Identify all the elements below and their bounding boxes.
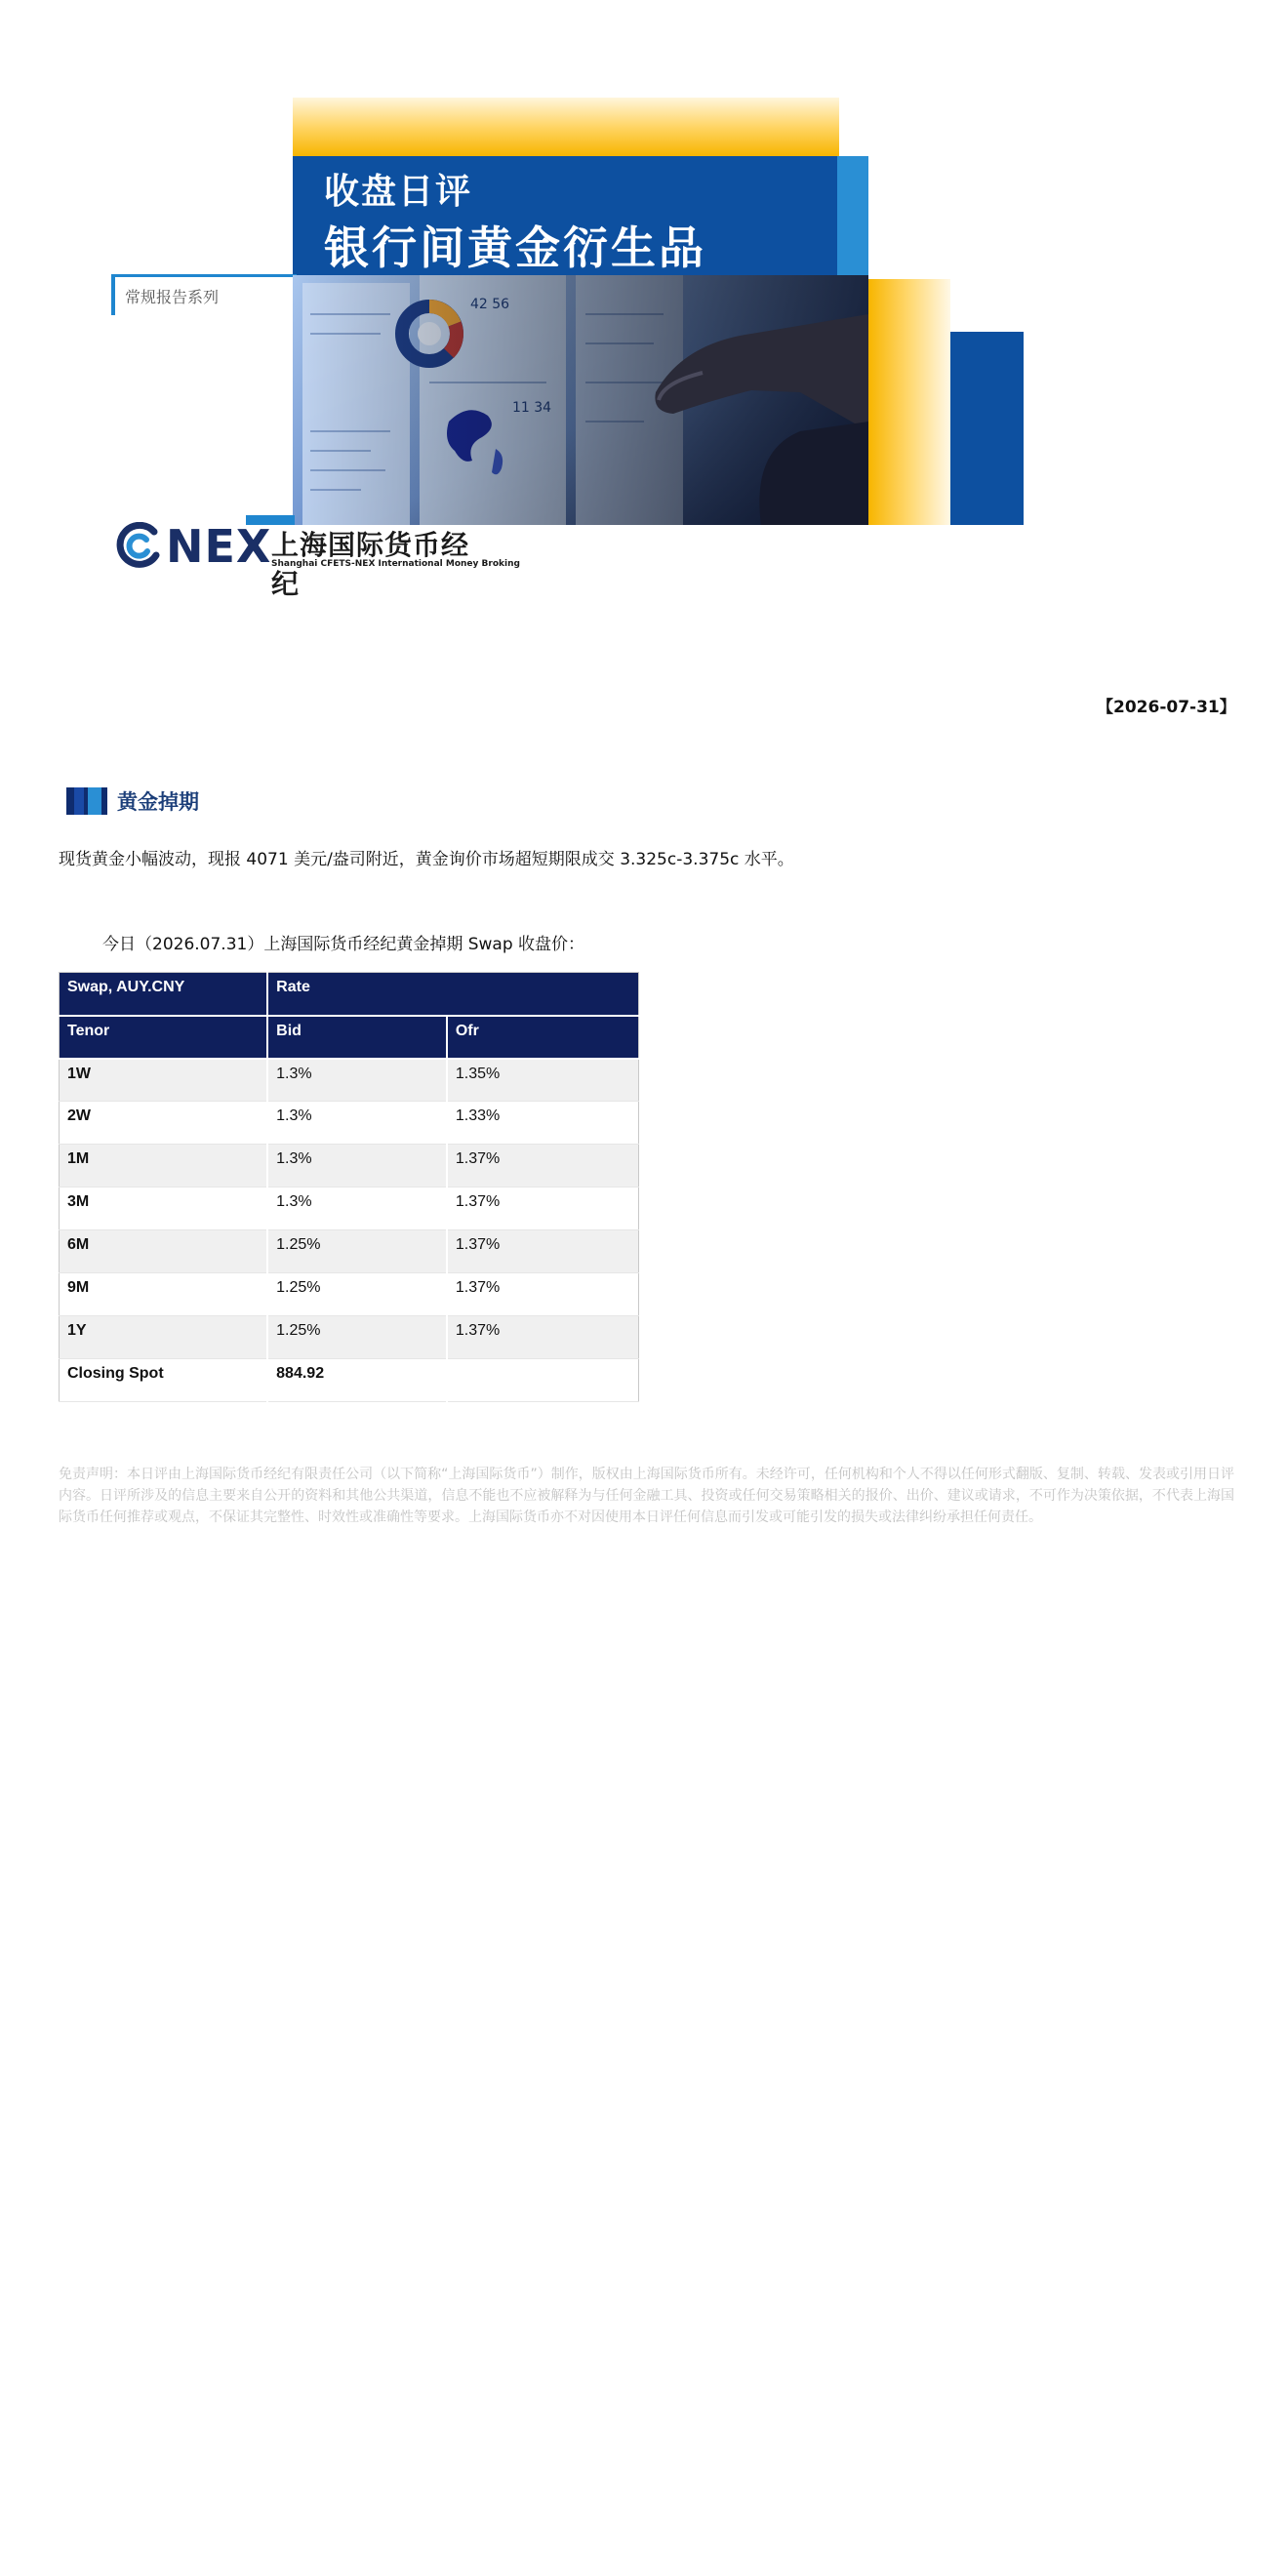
table-row bbox=[60, 1187, 639, 1230]
cell-tenor: 1W bbox=[60, 1059, 268, 1102]
cell-tenor: 6M bbox=[60, 1230, 268, 1273]
closing-spot-row bbox=[60, 1359, 639, 1402]
cell-ofr: 1.37% bbox=[447, 1273, 639, 1316]
cell-tenor: 9M bbox=[60, 1273, 268, 1316]
series-rule bbox=[111, 274, 297, 277]
cell-tenor: 1Y bbox=[60, 1316, 268, 1359]
cover-photo bbox=[293, 275, 868, 525]
cell-bid: 1.25% bbox=[267, 1230, 447, 1273]
nex-swirl-icon bbox=[115, 522, 162, 569]
table-row bbox=[60, 1145, 639, 1187]
cell-bid: 1.3% bbox=[267, 1102, 447, 1145]
cell-bid: 1.3% bbox=[267, 1059, 447, 1102]
cover-blue-side-band bbox=[950, 332, 1024, 525]
header-rate: Rate bbox=[267, 973, 638, 1016]
swap-closing-table bbox=[59, 972, 639, 1402]
cell-tenor: 3M bbox=[60, 1187, 268, 1230]
cell-bid: 1.25% bbox=[267, 1316, 447, 1359]
table-subheader-row bbox=[60, 1016, 639, 1059]
section-title: 黄金掉期 bbox=[117, 790, 199, 814]
report-type-title: 收盘日评 bbox=[324, 172, 473, 212]
report-date: 【2026-07-31】 bbox=[1097, 698, 1236, 717]
disclaimer-text: 免责声明：本日评由上海国际货币经纪有限责任公司（以下简称“上海国际货币”）制作，版权由上海国际货币所有。未经许可，任何机构和个人不得以任何形式翻版、复制、转载、发表或引用日评内容。日评所涉及的信息主要来自公开的资料和其他公共渠道，信息不能也不应被解释为与任何金融工具、投资或任何交易策略相关的报价、出价、建议或请求，不可作为决策依据，不代表上海国际货币任何推荐或观点，不保证其完整性、时效性或准确性等要求。上海国际货币亦不对因使用本日评任何信息而引发或可能引发的损失或法律纠纷承担任何责任。 bbox=[59, 1467, 1234, 1525]
section-bar-icon bbox=[66, 787, 107, 815]
cell-tenor: 2W bbox=[60, 1102, 268, 1145]
logo-name-cn: 上海国际货币经纪 bbox=[271, 529, 470, 600]
table-intro: 今日（2026.07.31）上海国际货币经纪黄金掉期 Swap 收盘价： bbox=[102, 935, 585, 954]
tablet-dashboard-image bbox=[293, 275, 868, 525]
logo-name-en: Shanghai CFETS-NEX International Money Broking bbox=[271, 559, 520, 569]
cover-yellow-side-band bbox=[868, 279, 950, 525]
logo-brand: NEX bbox=[166, 520, 272, 573]
series-label: 常规报告系列 bbox=[125, 288, 220, 306]
closing-spot-empty bbox=[447, 1359, 639, 1402]
series-marker bbox=[111, 274, 115, 315]
cell-tenor: 1M bbox=[60, 1145, 268, 1187]
header-instrument: Swap, AUY.CNY bbox=[60, 973, 268, 1016]
cell-ofr: 1.33% bbox=[447, 1102, 639, 1145]
header-ofr: Ofr bbox=[447, 1016, 639, 1059]
cover-title-band-edge bbox=[837, 156, 868, 275]
cell-bid: 1.25% bbox=[267, 1273, 447, 1316]
cell-ofr: 1.37% bbox=[447, 1316, 639, 1359]
closing-spot-value: 884.92 bbox=[267, 1359, 447, 1402]
table-row bbox=[60, 1102, 639, 1145]
cell-ofr: 1.35% bbox=[447, 1059, 639, 1102]
company-logo bbox=[115, 520, 520, 600]
market-commentary: 现货黄金小幅波动，现报 4071 美元/盎司附近，黄金询价市场超短期限成交 3.325c-3.375c 水平。 bbox=[59, 850, 794, 869]
table-row bbox=[60, 1316, 639, 1359]
cell-bid: 1.3% bbox=[267, 1187, 447, 1230]
cell-ofr: 1.37% bbox=[447, 1187, 639, 1230]
cell-bid: 1.3% bbox=[267, 1145, 447, 1187]
cell-ofr: 1.37% bbox=[447, 1230, 639, 1273]
closing-spot-label: Closing Spot bbox=[60, 1359, 268, 1402]
header-tenor: Tenor bbox=[60, 1016, 268, 1059]
header-bid: Bid bbox=[267, 1016, 447, 1059]
table-row bbox=[60, 1273, 639, 1316]
report-main-title: 银行间黄金衍生品 bbox=[324, 221, 706, 274]
table-row bbox=[60, 1059, 639, 1102]
table-row bbox=[60, 1230, 639, 1273]
cell-ofr: 1.37% bbox=[447, 1145, 639, 1187]
table-header-row bbox=[60, 973, 639, 1016]
cover-yellow-band bbox=[293, 98, 839, 156]
